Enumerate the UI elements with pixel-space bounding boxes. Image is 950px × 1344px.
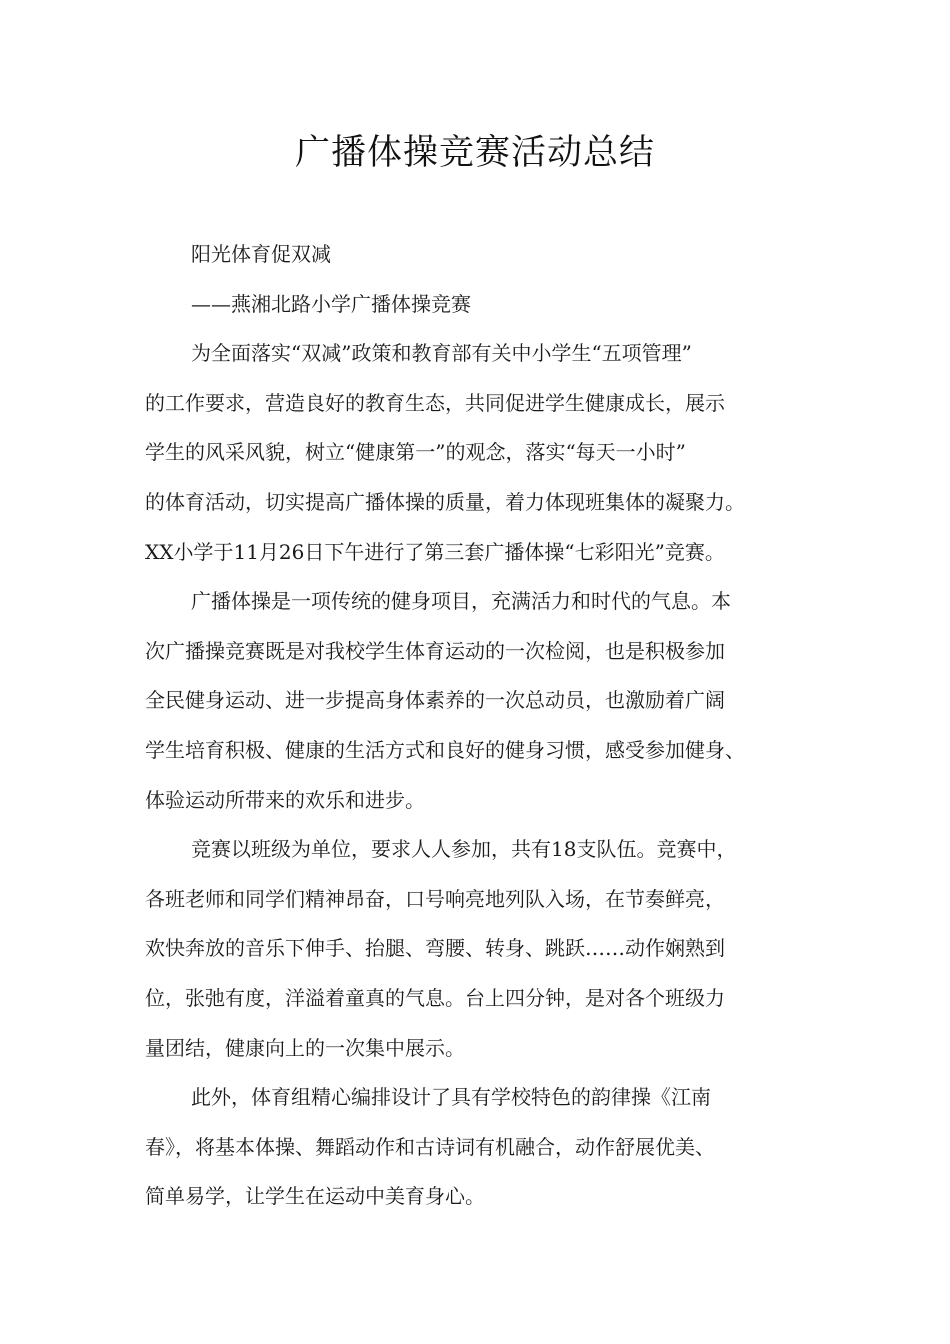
subtitle-heading xyxy=(145,230,825,329)
paragraph-line: 全民健身运动、进一步提高身体素养的一次总动员，也激励着广阔 xyxy=(145,688,725,713)
paragraph-line: 春》，将基本体操、舞蹈动作和古诗词有机融合，动作舒展优美、 xyxy=(145,1134,715,1159)
paragraph-line: 次广播操竞赛既是对我校学生体育运动的一次检阅，也是积极参加 xyxy=(145,638,725,663)
subtitle-line: 阳光体育促双减 xyxy=(191,242,331,266)
paragraph-line: 量团结，健康向上的一次集中展示。 xyxy=(145,1035,465,1060)
paragraph-line: 竞赛以班级为单位，要求人人参加，共有18支队伍。竞赛中， xyxy=(191,837,737,862)
paragraph-line: 简单易学，让学生在运动中美育身心。 xyxy=(145,1184,485,1209)
paragraph-2 xyxy=(145,577,825,825)
paragraph-line: 此外，体育组精心编排设计了具有学校特色的韵律操《江南 xyxy=(191,1085,711,1110)
document-body xyxy=(145,230,825,1222)
subtitle-line: ——燕湘北路小学广播体操竞赛 xyxy=(191,291,471,316)
paragraph-line: 学生培育积极、健康的生活方式和良好的健身习惯，感受参加健身、 xyxy=(145,737,745,762)
paragraph-1 xyxy=(145,329,825,577)
paragraph-line: 欢快奔放的音乐下伸手、抬腿、弯腰、转身、跳跃……动作娴熟到 xyxy=(145,936,725,961)
paragraph-line: 为全面落实“双减”政策和教育部有关中小学生“五项管理” xyxy=(191,341,692,366)
paragraph-line: XX小学于11月26日下午进行了第三套广播体操“七彩阳光”竞赛。 xyxy=(145,539,725,564)
paragraph-line: 的工作要求，营造良好的教育生态，共同促进学生健康成长，展示 xyxy=(145,390,725,415)
paragraph-line: 学生的风采风貌，树立“健康第一”的观念，落实“每天一小时” xyxy=(145,440,686,465)
paragraph-4 xyxy=(145,1073,825,1222)
paragraph-line: 的体育活动，切实提高广播体操的质量，着力体现班集体的凝聚力。 xyxy=(145,489,745,514)
paragraph-line: 各班老师和同学们精神昂奋，口号响亮地列队入场，在节奏鲜亮， xyxy=(145,886,725,911)
paragraph-line: 广播体操是一项传统的健身项目，充满活力和时代的气息。本 xyxy=(191,589,731,614)
paragraph-line: 位，张弛有度，洋溢着童真的气息。台上四分钟，是对各个班级力 xyxy=(145,985,725,1010)
paragraph-3 xyxy=(145,825,825,1073)
document-title: 广播体操竞赛活动总结 xyxy=(294,133,655,173)
paragraph-line: 体验运动所带来的欢乐和进步。 xyxy=(145,787,425,812)
